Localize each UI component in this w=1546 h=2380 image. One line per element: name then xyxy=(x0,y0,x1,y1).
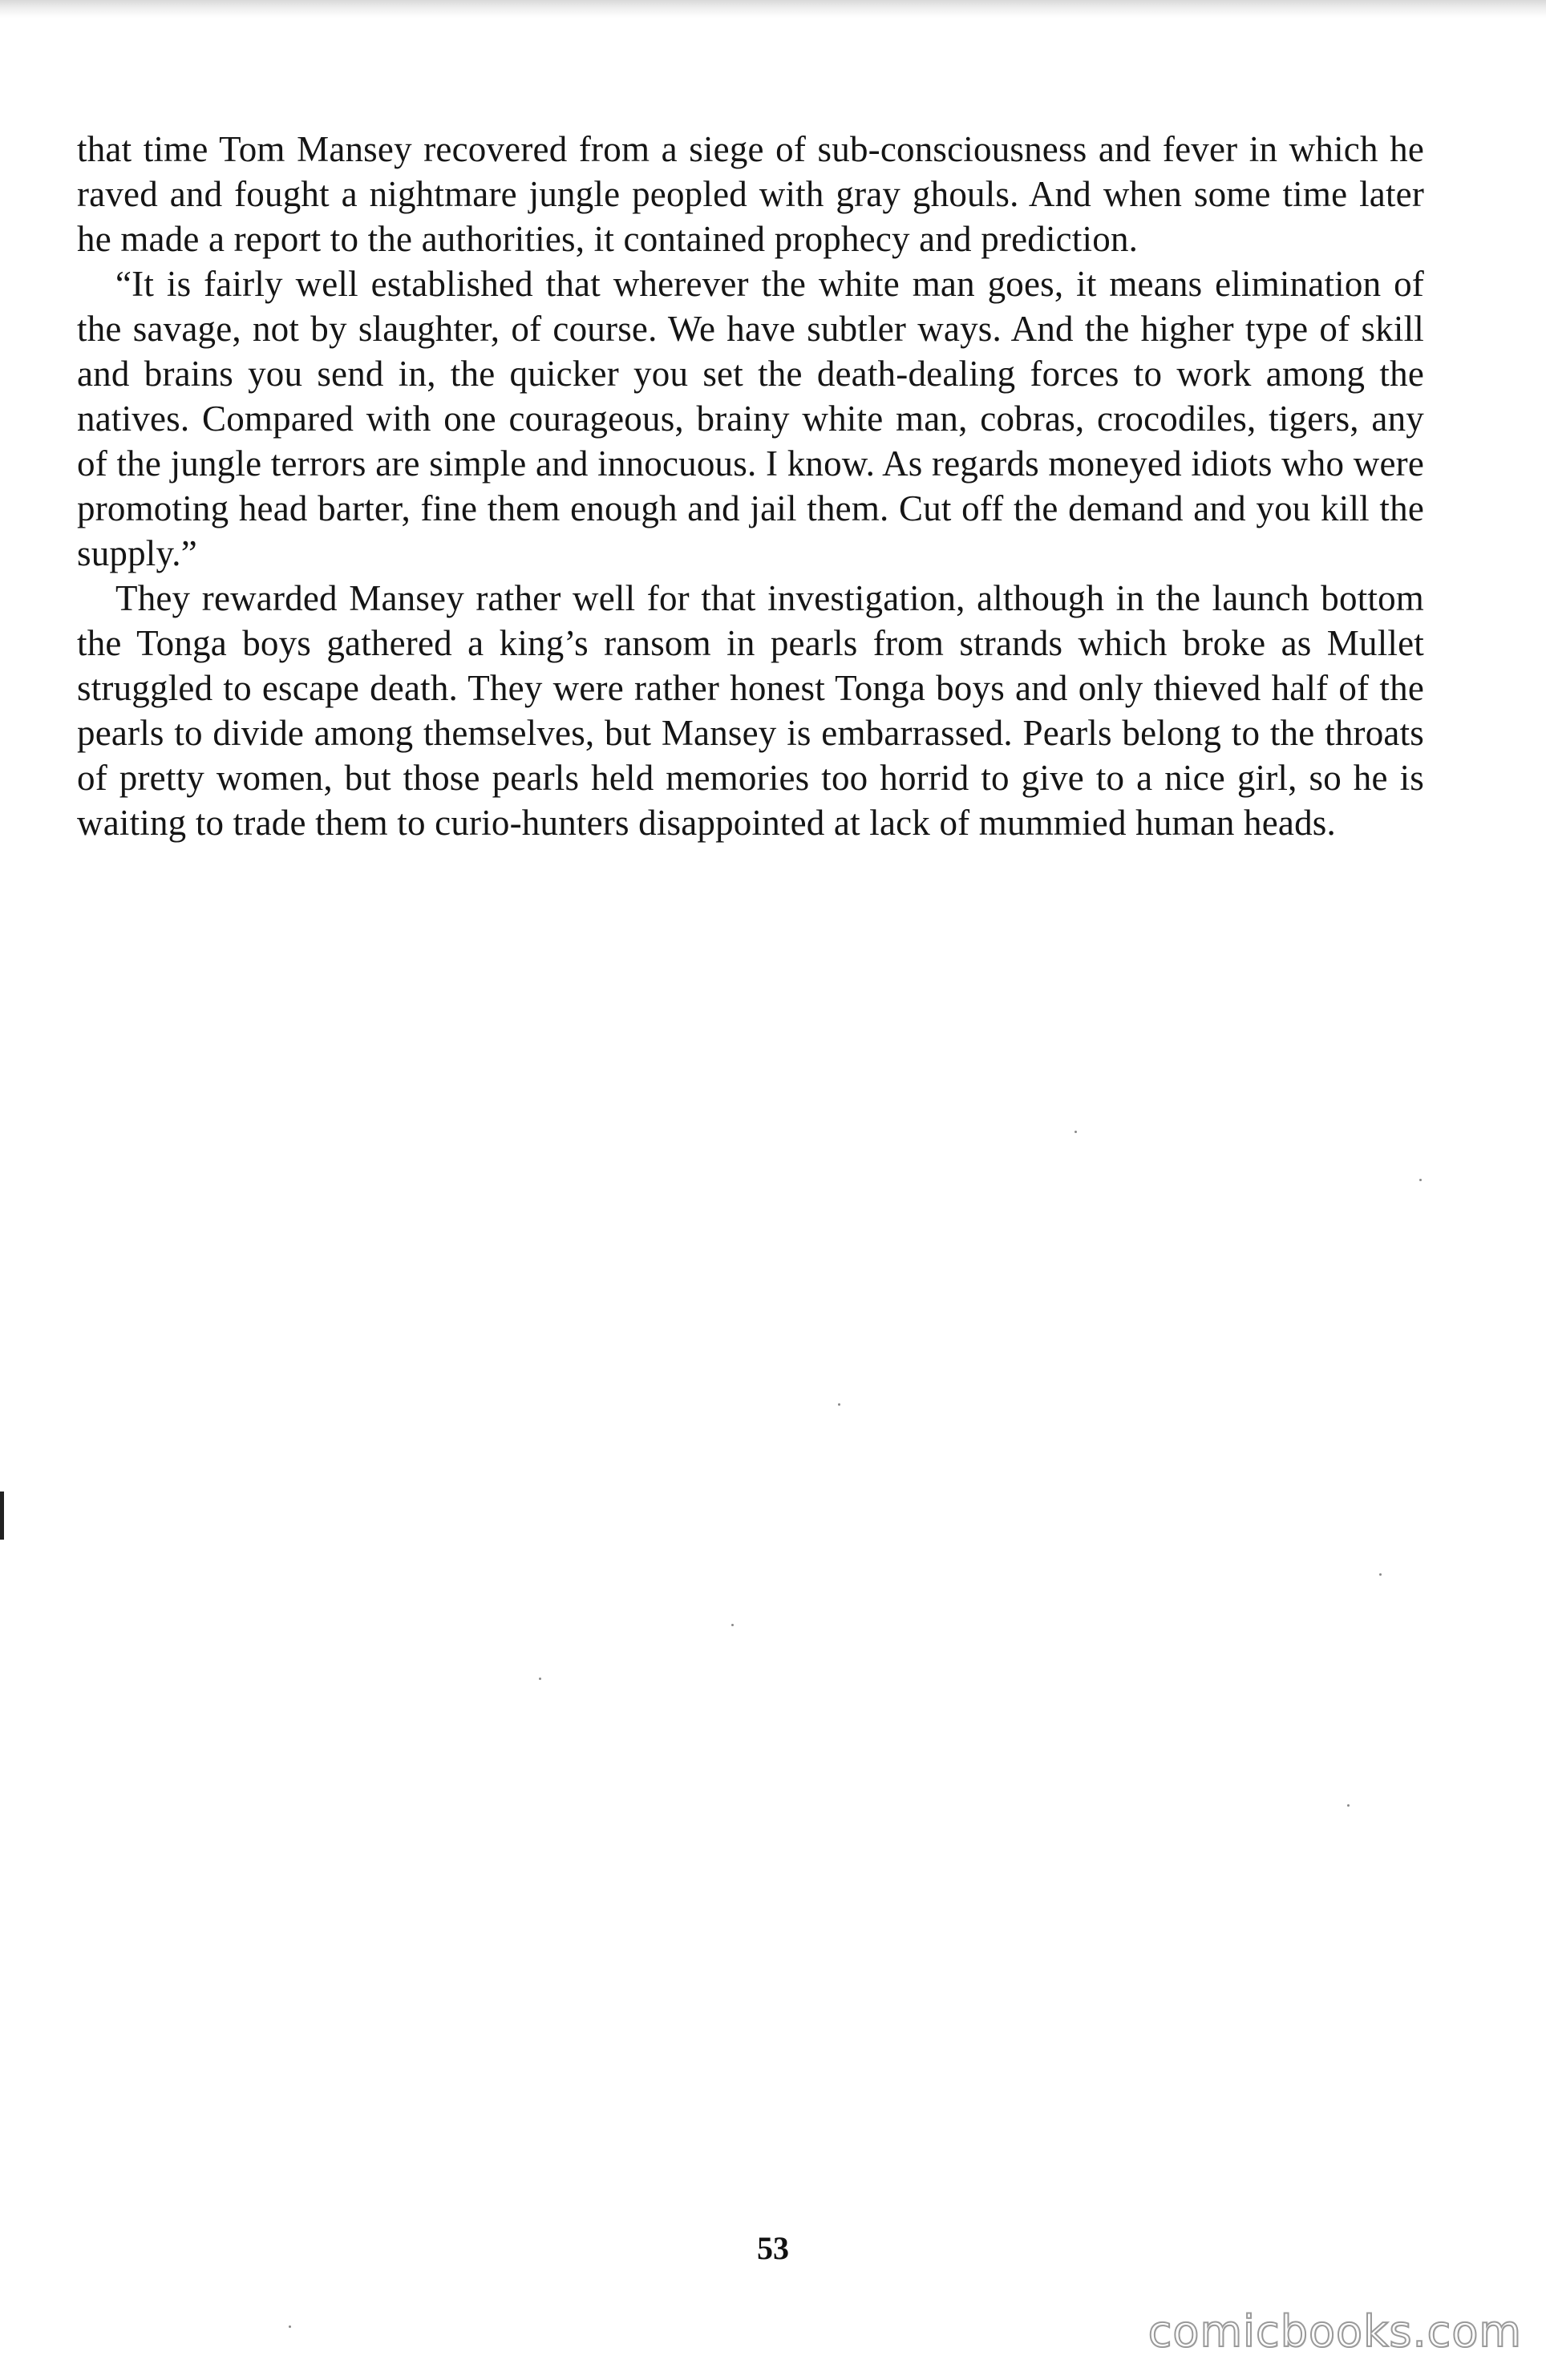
scan-speck xyxy=(1347,1804,1350,1807)
scan-top-edge xyxy=(0,0,1546,18)
scan-edge-mark xyxy=(0,1492,4,1540)
page-number: 53 xyxy=(757,2230,789,2266)
scan-speck xyxy=(731,1624,734,1626)
paragraph-1: that time Tom Mansey recovered from a siege of sub-consciousness and fever in which he raved and fought a nightmare jungle peopled with gray ghouls. And when some time later he made a report to the authorities, it contained prophecy and prediction. xyxy=(77,129,1424,259)
scan-speck xyxy=(838,1403,840,1406)
site-watermark: comicbooks.com xyxy=(1147,2306,1522,2357)
scan-speck xyxy=(539,1678,541,1680)
scan-speck xyxy=(289,2325,291,2328)
paragraph-2: “It is fairly well established that wherever the white man goes, it means elimination of the savage, not by slaughter, of course. We have subtler ways. And the higher type of skill and brains you send in, the quicker you set the death-dealing forces to work among the natives. Compared with one courageous, brainy white man, cobras, crocodiles, tigers, any of the jungle terrors are simple and innocuous. I know. As regards moneyed idiots who were promoting head barter, fine them enough and jail them. Cut off the demand and you kill the supply.” xyxy=(77,264,1424,573)
scan-speck xyxy=(1075,1131,1077,1133)
scan-speck xyxy=(1419,1179,1422,1181)
scan-speck xyxy=(1379,1573,1382,1576)
story-text xyxy=(77,127,1424,845)
paragraph-3: They rewarded Mansey rather well for that investigation, although in the launch bottom the Tonga boys gathered a king’s ransom in pearls from strands which broke as Mullet struggled to escape death. They were rather honest Tonga boys and only thieved half of the pearls to divide among themselves, but Mansey is embarrassed. Pearls belong to the throats of pretty women, but those pearls held memories too horrid to give to a nice girl, so he is waiting to trade them to curio-hunters disappointed at lack of mummied human heads. xyxy=(77,578,1424,843)
